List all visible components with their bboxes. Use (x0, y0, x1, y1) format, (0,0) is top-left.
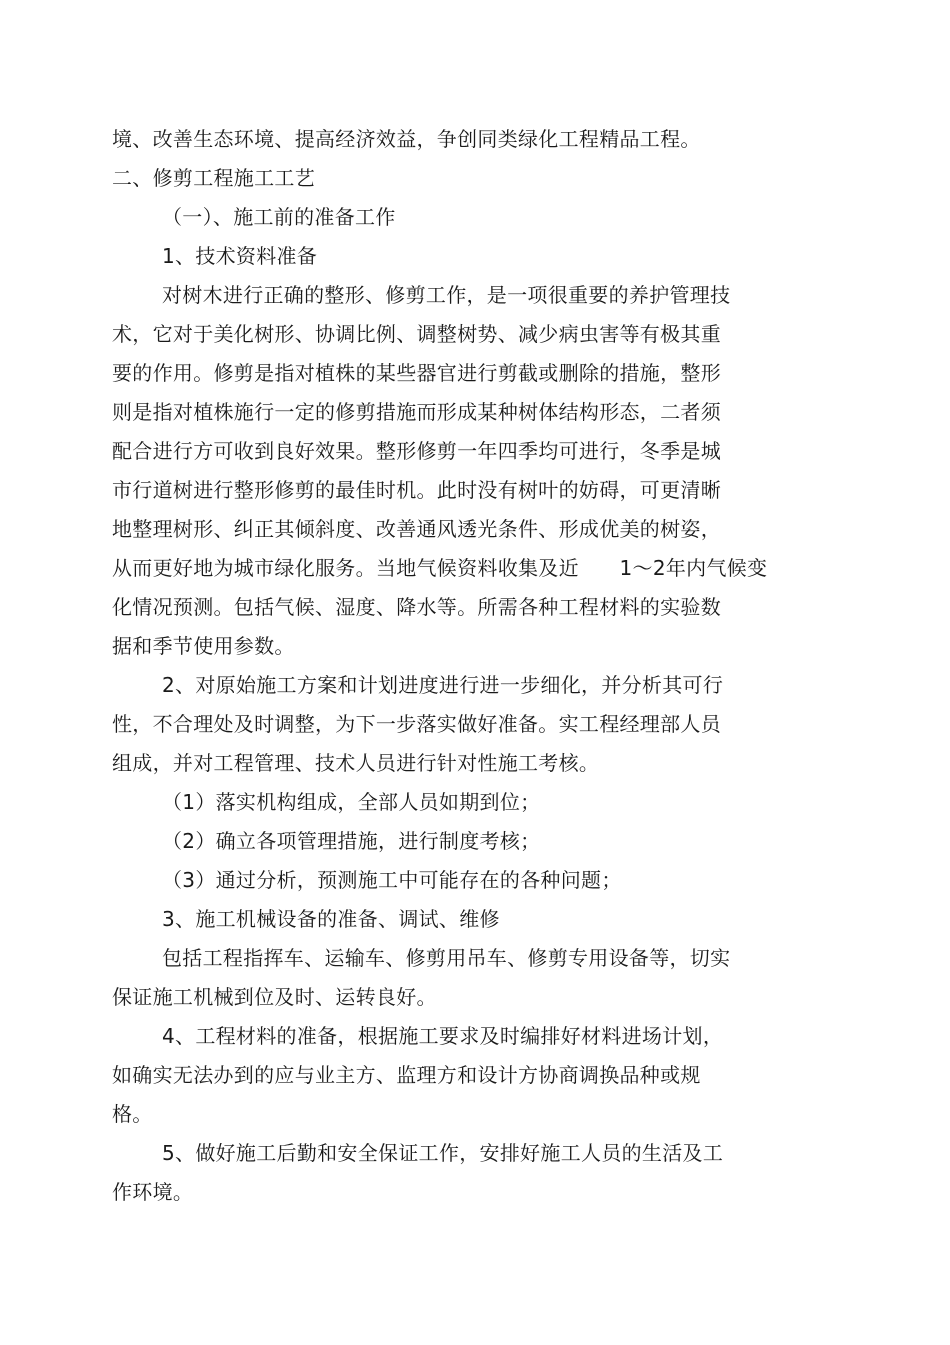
text-line: 化情况预测。包括气候、湿度、降水等。所需各种工程材料的实验数 (112, 595, 721, 619)
text-line: 包括工程指挥车、运输车、修剪用吊车、修剪专用设备等，切实 (162, 946, 731, 970)
text-line: 则是指对植株施行一定的修剪措施而形成某种树体结构形态，二者须 (112, 400, 721, 424)
text-line: 4、工程材料的准备，根据施工要求及时编排好材料进场计划， (162, 1024, 724, 1048)
item-heading: 3、施工机械设备的准备、调试、维修 (162, 907, 500, 931)
text-line: 对树木进行正确的整形、修剪工作，是一项很重要的养护管理技 (162, 283, 731, 307)
text-line: 地整理树形、纠正其倾斜度、改善通风透光条件、形成优美的树姿， (112, 517, 721, 541)
section-heading: 二、修剪工程施工工艺 (112, 166, 315, 190)
subsection-heading: （一）、施工前的准备工作 (162, 205, 396, 229)
item-heading: 1、技术资料准备 (162, 244, 318, 268)
text-line: 从而更好地为城市绿化服务。当地气候资料收集及近 1～2年内气候变 (112, 556, 768, 580)
list-item: （3）通过分析，预测施工中可能存在的各种问题； (162, 868, 622, 892)
text-line: 据和季节使用参数。 (112, 634, 295, 658)
text-line: 作环境。 (112, 1180, 194, 1204)
text-line: 境、改善生态环境、提高经济效益，争创同类绿化工程精品工程。 (112, 127, 701, 151)
list-item: （2）确立各项管理措施，进行制度考核； (162, 829, 541, 853)
text-line: 配合进行方可收到良好效果。整形修剪一年四季均可进行，冬季是城 (112, 439, 721, 463)
text-line: 术，它对于美化树形、协调比例、调整树势、减少病虫害等有极其重 (112, 322, 721, 346)
text-line: 2、对原始施工方案和计划进度进行进一步细化，并分析其可行 (162, 673, 724, 697)
list-item: （1）落实机构组成，全部人员如期到位； (162, 790, 541, 814)
text-line: 保证施工机械到位及时、运转良好。 (112, 985, 437, 1009)
text-line: 组成，并对工程管理、技术人员进行针对性施工考核。 (112, 751, 600, 775)
text-line: 市行道树进行整形修剪的最佳时机。此时没有树叶的妨碍，可更清晰 (112, 478, 721, 502)
text-line: 性，不合理处及时调整，为下一步落实做好准备。实工程经理部人员 (112, 712, 721, 736)
text-line: 5、做好施工后勤和安全保证工作，安排好施工人员的生活及工 (162, 1141, 724, 1165)
text-line: 如确实无法办到的应与业主方、监理方和设计方协商调换品种或规 (112, 1063, 701, 1087)
text-line: 格。 (112, 1102, 153, 1126)
text-line: 要的作用。修剪是指对植株的某些器官进行剪截或删除的措施，整形 (112, 361, 721, 385)
